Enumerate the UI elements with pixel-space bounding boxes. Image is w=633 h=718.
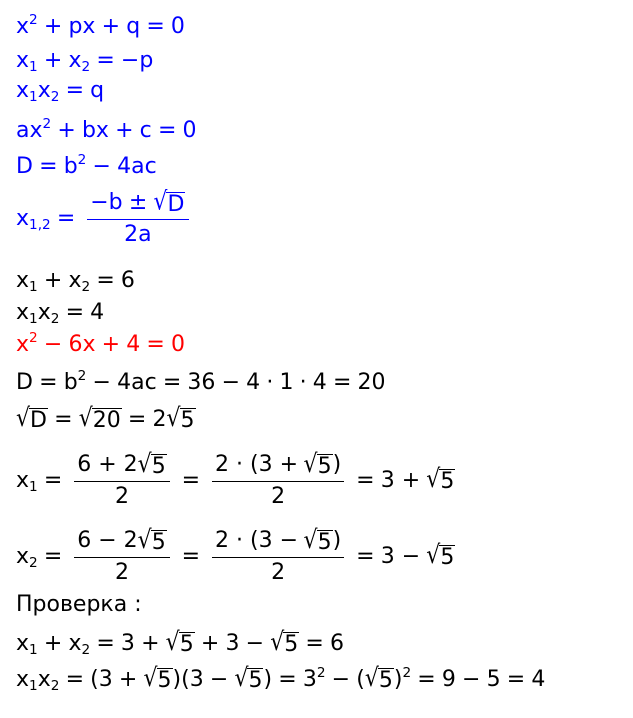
- vieta-product: $x_1x_2$ = q: [16, 78, 105, 105]
- root-x1: $x_1$ = 6 + 2 √ 5 2 = 2 · (3 + √ 5 ) 2 = 3 + √ 5: [16, 449, 455, 509]
- x2-fraction-1: 6 − 2 √ 5 2: [74, 530, 170, 584]
- check-sum: $x_1$ + $x_2$ = 3 + √ 5 + 3 − √ 5 = 6: [16, 627, 344, 658]
- vieta-sum: $x_1$ + $x_2$ = −p: [16, 48, 154, 75]
- target-equation: $x^2$ − 6x + 4 = 0: [16, 330, 185, 357]
- roots-formula: $x_{1,2}$ = −b ± √ D 2a: [16, 192, 194, 246]
- check-product: $x_1x_2$ = (3 + √ 5 )(3 − √ 5 ) = $3^2$ − ( √ 5 )$^2$ = 9 − 5 = 4: [16, 663, 546, 694]
- given-sum: $x_1$ + $x_2$ = 6: [16, 268, 135, 295]
- discriminant-formula: D = $b^2$ − 4ac: [16, 152, 157, 179]
- x1-fraction-2: 2 · (3 + √ 5 ) 2: [212, 454, 345, 508]
- given-product: $x_1x_2$ = 4: [16, 300, 105, 327]
- roots-fraction: −b ± √ D 2a: [87, 192, 189, 246]
- check-label: Проверка :: [16, 592, 142, 617]
- general-equation: $ax^2$ + bx + c = 0: [16, 116, 197, 143]
- root-x2: $x_2$ = 6 − 2 √ 5 2 = 2 · (3 − √ 5 ) 2 = 3 − √ 5: [16, 525, 455, 585]
- vieta-equation: $x^2$ + px + q = 0: [16, 12, 185, 39]
- discriminant-computation: D = $b^2$ − 4ac = 36 − 4 · 1 · 4 = 20: [16, 368, 386, 395]
- sqrt-discriminant: √ D = √ 20 = 2 √ 5: [16, 403, 195, 433]
- x2-fraction-2: 2 · (3 − √ 5 ) 2: [212, 530, 345, 584]
- x1-fraction-1: 6 + 2 √ 5 2: [74, 454, 170, 508]
